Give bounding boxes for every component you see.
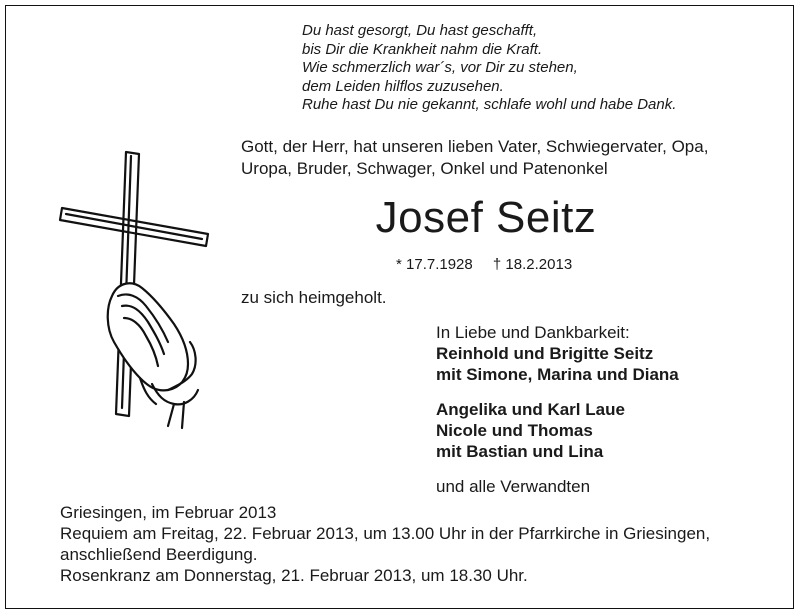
- intro-line: Gott, der Herr, hat unseren lieben Vater, Schwiegervater, Opa,: [241, 137, 709, 156]
- requiem-line: Requiem am Freitag, 22. Februar 2013, um 13.00 Uhr in der Pfarrkirche in Griesingen,: [60, 524, 711, 543]
- intro-text: [241, 136, 781, 180]
- death-date: † 18.2.2013: [492, 256, 573, 273]
- poem-line: bis Dir die Krankheit nahm die Kraft.: [302, 40, 543, 58]
- poem-line: Ruhe hast Du nie gekannt, schlafe wohl und habe Dank.: [302, 96, 677, 114]
- family-line: Nicole und Thomas: [436, 421, 593, 440]
- footer-info: [60, 502, 780, 586]
- requiem-line: anschließend Beerdigung.: [60, 545, 258, 564]
- cross-with-praying-hands-icon: [56, 146, 216, 446]
- called-home-text: zu sich heimgeholt.: [241, 288, 387, 307]
- family-line: mit Simone, Marina und Diana: [436, 365, 679, 384]
- mourners-heading: In Liebe und Dankbarkeit:: [436, 323, 630, 342]
- family-line: Angelika und Karl Laue: [436, 400, 625, 419]
- family-line: mit Bastian und Lina: [436, 442, 604, 461]
- poem: [302, 22, 782, 115]
- poem-line: Du hast gesorgt, Du hast geschafft,: [302, 22, 538, 39]
- poem-line: Wie schmerzlich war´s, vor Dir zu stehen,: [302, 59, 578, 77]
- life-dates: [396, 256, 572, 274]
- intro-line: Uropa, Bruder, Schwager, Onkel und Patenonkel: [241, 159, 608, 178]
- place-date: Griesingen, im Februar 2013: [60, 503, 277, 522]
- family-line: Reinhold und Brigitte Seitz: [436, 344, 654, 363]
- poem-line: dem Leiden hilflos zuzusehen.: [302, 77, 504, 95]
- rosary-line: Rosenkranz am Donnerstag, 21. Februar 2013, um 18.30 Uhr.: [60, 566, 528, 585]
- relatives-line: und alle Verwandten: [436, 477, 591, 496]
- mourners-list: [436, 322, 679, 497]
- birth-date: * 17.7.1928: [396, 256, 473, 273]
- deceased-name: Josef Seitz: [375, 193, 597, 242]
